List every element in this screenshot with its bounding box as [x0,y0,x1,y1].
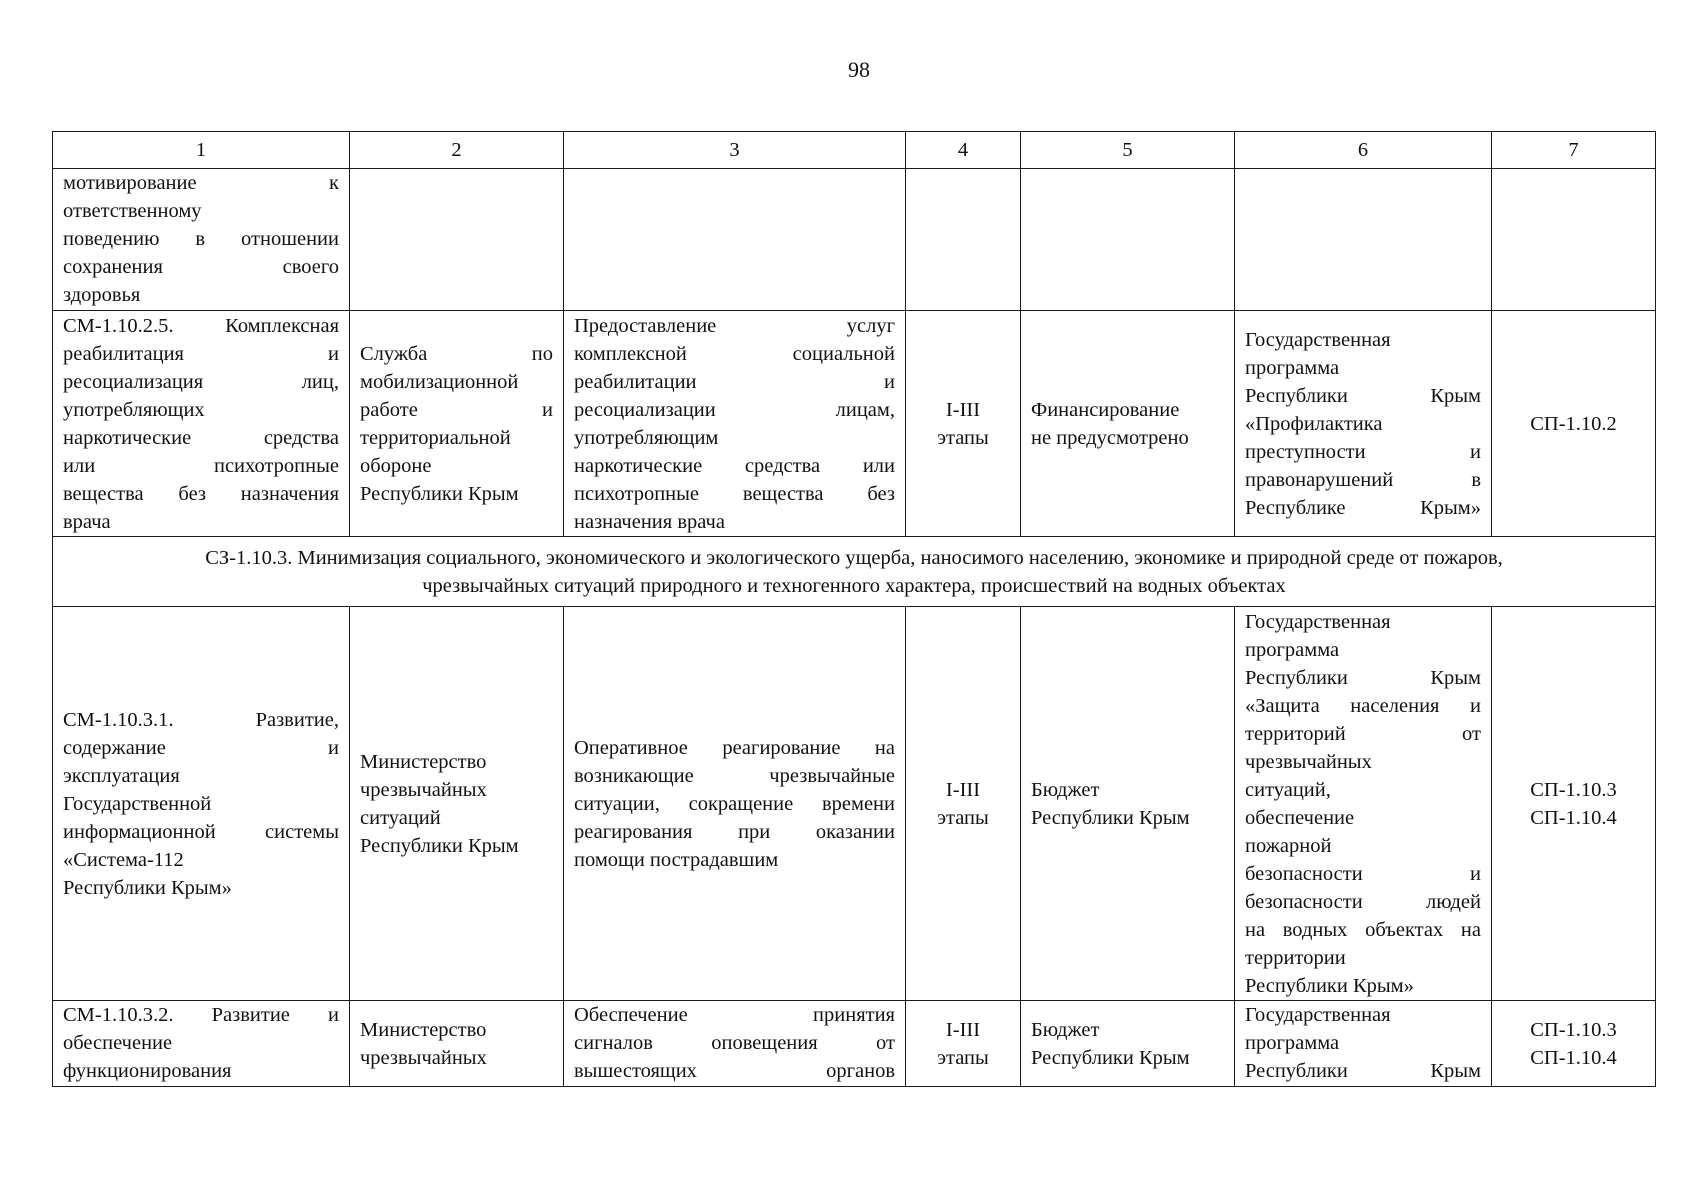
indicator-cell: СП-1.10.3 СП-1.10.4 [1492,1001,1656,1087]
header-col-5: 5 [1021,132,1235,169]
funding-cell: Финансирование не предусмотрено [1021,311,1235,537]
table-row [53,169,1656,311]
program-cell: Государственная программа Республики Крым «Защита населения и территорий от чрезвычайных ситуаций, обеспечение пожарной безопасности и безопасности людей на водных объектах на территории Республики Крым» [1235,607,1492,1001]
header-col-7: 7 [1492,132,1656,169]
result-cell: Обеспечение принятия сигналов оповещения от вышестоящих органов [564,1001,906,1087]
table-row [53,1001,1656,1087]
empty-cell [1021,169,1235,311]
table-row [53,607,1656,1001]
period-cell: I-III этапы [906,1001,1021,1087]
header-col-6: 6 [1235,132,1492,169]
header-col-4: 4 [906,132,1021,169]
indicator-cell: СП-1.10.2 [1492,311,1656,537]
executor-cell: Служба по мобилизационной работе и территориальной обороне Республики Крым [350,311,564,537]
header-col-1: 1 [53,132,350,169]
empty-cell [350,169,564,311]
program-cell: Государственная программа Республики Крым «Профилактика преступности и правонарушений в Республике Крым» [1235,311,1492,537]
measure-cell: мотивирование к ответственному поведению в отношении сохранения своего здоровья [53,169,350,311]
empty-cell [1235,169,1492,311]
executor-cell: Министерство чрезвычайных ситуаций Республики Крым [350,607,564,1001]
empty-cell [906,169,1021,311]
header-row [53,132,1656,169]
empty-cell [564,169,906,311]
indicator-cell: СП-1.10.3 СП-1.10.4 [1492,607,1656,1001]
measure-cell: СМ-1.10.2.5. Комплексная реабилитация и ресоциализация лиц, употребляющих наркотические средства или психотропные вещества без назначения врача [53,311,350,537]
measure-cell: СМ-1.10.3.2. Развитие и обеспечение функционирования [53,1001,350,1087]
measure-cell: СМ-1.10.3.1. Развитие, содержание и эксплуатация Государственной информационной системы «Система-112 Республики Крым» [53,607,350,1001]
header-col-3: 3 [564,132,906,169]
funding-cell: Бюджет Республики Крым [1021,607,1235,1001]
result-cell: Предоставление услуг комплексной социальной реабилитации и ресоциализации лицам, употребляющим наркотические средства или психотропные вещества без назначения врача [564,311,906,537]
page-number: 98 [848,57,870,82]
header-col-2: 2 [350,132,564,169]
result-cell: Оперативное реагирование на возникающие чрезвычайные ситуации, сокращение времени реагирования при оказании помощи пострадавшим [564,607,906,1001]
measures-table [52,131,1656,1087]
program-cell: Государственная программа Республики Крым [1235,1001,1492,1087]
table-row [53,311,1656,537]
section-row [53,537,1656,607]
executor-cell: Министерство чрезвычайных [350,1001,564,1087]
section-heading: СЗ-1.10.3. Минимизация социального, экономического и экологического ущерба, наносимого населению, экономике и природной среде от пожаров, чрезвычайных ситуаций природного и техногенного характера, происшествий на водных объектах [53,537,1656,607]
period-cell: I-III этапы [906,311,1021,537]
funding-cell: Бюджет Республики Крым [1021,1001,1235,1087]
empty-cell [1492,169,1656,311]
period-cell: I-III этапы [906,607,1021,1001]
